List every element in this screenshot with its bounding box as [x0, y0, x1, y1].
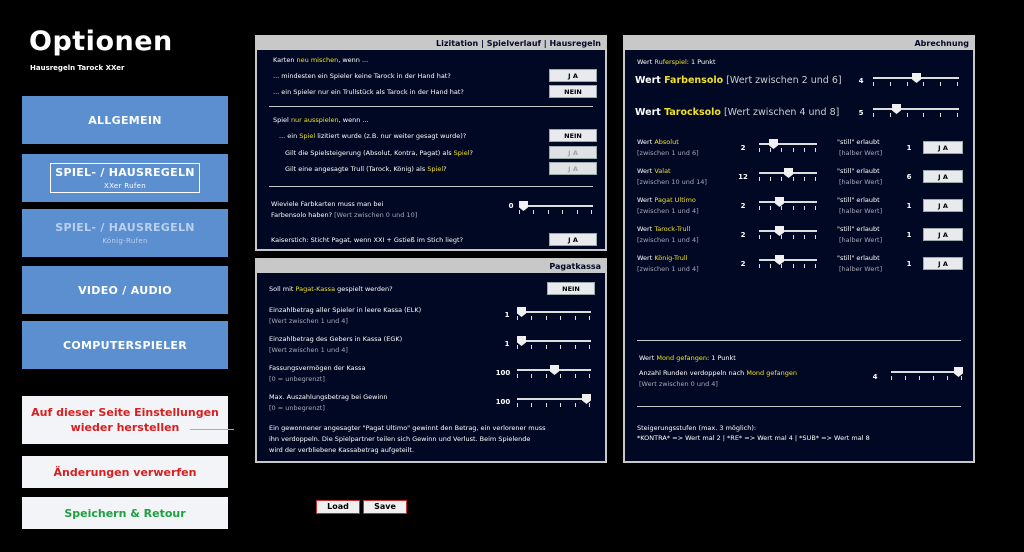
ausspielen-q5: Gilt eine angesagte Trull (Tarock, König) als Spiel?	[285, 165, 447, 173]
farbensolo-label: Wert Farbensolo [Wert zwischen 2 und 6]	[635, 75, 842, 86]
slider-tick	[781, 148, 782, 152]
mischen-q1: ... mindesten ein Spieler keine Tarock in der Hand hat?	[273, 72, 451, 80]
lizitation-panel	[255, 35, 607, 251]
slider-tick	[560, 345, 561, 349]
mond-runden-slider[interactable]	[891, 367, 963, 381]
praemie-slider[interactable]	[759, 255, 817, 269]
slider-tick	[793, 264, 794, 268]
slider-tick	[770, 148, 771, 152]
halber-wert-label: [halber Wert]	[839, 236, 883, 244]
tarocksolo-value: 5	[858, 109, 864, 117]
fassung-slider[interactable]	[517, 365, 591, 379]
pagatkassa-note-line3: wird der verbliebene Kassabetrag aufgeteilt.	[269, 446, 414, 454]
slider-tick	[923, 113, 924, 117]
slider-tick	[940, 82, 941, 86]
pagatkassa-panel	[255, 258, 607, 463]
slider-tick	[546, 374, 547, 378]
slider-tick	[575, 374, 576, 378]
slider-track	[759, 259, 817, 261]
slider-track	[759, 143, 817, 145]
slider-tick	[546, 403, 547, 407]
nav-computerspieler-button[interactable]	[22, 321, 228, 369]
slider-tick	[770, 177, 771, 181]
kaiserstich-toggle[interactable]: J A	[549, 233, 597, 246]
restore-settings-button[interactable]	[22, 396, 228, 444]
slider-tick	[589, 345, 590, 349]
slider-tick	[793, 206, 794, 210]
nav-spiel-xxer-button[interactable]	[22, 154, 228, 202]
slider-track	[517, 311, 591, 313]
praemie-slider[interactable]	[759, 197, 817, 211]
slider-tick	[781, 206, 782, 210]
slider-tick	[793, 148, 794, 152]
slider-tick	[519, 210, 520, 214]
page-subtitle: Hausregeln Tarock XXer	[30, 64, 125, 72]
slider-tick	[793, 177, 794, 181]
slider-track	[517, 398, 591, 400]
max-auszahlung-value: 100	[495, 398, 511, 406]
slider-tick	[804, 206, 805, 210]
still-toggle[interactable]: J A	[923, 141, 963, 154]
mischen-q2: ... ein Spieler nur ein Trullstück als Tarock in der Hand hat?	[273, 88, 464, 96]
ausspielen-q4-toggle[interactable]: J A	[549, 146, 597, 159]
tarocksolo-label: Wert Tarocksolo [Wert zwischen 4 und 8]	[635, 107, 840, 118]
page-title: Optionen	[29, 26, 173, 57]
restore-divider	[190, 429, 234, 430]
slider-ticks	[759, 206, 817, 210]
elk-value: 1	[504, 311, 510, 319]
slider-tick	[815, 206, 816, 210]
praemie-label: Wert Tarock-Trull	[637, 225, 691, 233]
slider-ticks	[891, 376, 963, 380]
slider-tick	[759, 235, 760, 239]
praemie-label: Wert Pagat Ultimo	[637, 196, 696, 204]
ausspielen-heading: Spiel nur ausspielen, wenn ...	[273, 116, 369, 124]
ausspielen-q3-toggle[interactable]: NEIN	[549, 129, 597, 142]
slider-tick	[957, 113, 958, 117]
slider-ticks	[759, 264, 817, 268]
slider-tick	[907, 113, 908, 117]
still-toggle[interactable]: J A	[923, 170, 963, 183]
praemie-value: 2	[740, 231, 746, 239]
slider-ticks	[873, 113, 959, 117]
max-auszahlung-slider[interactable]	[517, 394, 591, 408]
slider-track	[759, 201, 817, 203]
kaiserstich-question: Kaiserstich: Sticht Pagat, wenn XXI + Gstieß im Stich liegt?	[271, 236, 464, 244]
praemie-slider[interactable]	[759, 139, 817, 153]
halber-wert-label: [halber Wert]	[839, 207, 883, 215]
still-value: 1	[906, 144, 912, 152]
farbkarten-value: 0	[508, 202, 514, 210]
praemie-value: 2	[740, 202, 746, 210]
praemie-range: [zwischen 1 und 6]	[637, 149, 699, 157]
steigerung-heading: Steigerungsstufen (max. 3 möglich):	[637, 424, 757, 432]
slider-tick	[907, 82, 908, 86]
divider	[637, 340, 961, 341]
pagatkassa-note-line2: ihn verdoppeln. Die Spielpartner teilen sich Gewinn und Verlust. Beim Spielende	[269, 435, 531, 443]
divider	[637, 406, 961, 407]
praemie-range: [zwischen 10 und 14]	[637, 178, 707, 186]
slider-tick	[560, 374, 561, 378]
slider-tick	[793, 235, 794, 239]
slider-tick	[589, 316, 590, 320]
steigerung-details: *KONTRA* => Wert mal 2 | *RE* => Wert mal 4 | *SUB* => Wert mal 8	[637, 434, 870, 442]
mond-runden-label: Anzahl Runden verdoppeln nach Mond gefangen	[639, 369, 798, 377]
still-toggle[interactable]: J A	[923, 199, 963, 212]
slider-tick	[804, 264, 805, 268]
slider-tick	[517, 316, 518, 320]
nav-spiel-koenig-button[interactable]	[22, 209, 228, 257]
slider-tick	[770, 264, 771, 268]
discard-changes-button[interactable]	[22, 456, 228, 488]
slider-track	[517, 340, 591, 342]
still-toggle[interactable]: J A	[923, 257, 963, 270]
ausspielen-q4: Gilt die Spielsteigerung (Absolut, Kontra, Pagat) als Spiel?	[285, 149, 473, 157]
divider	[269, 106, 593, 107]
mond-value: Wert Mond gefangen: 1 Punkt	[639, 354, 736, 362]
farbensolo-value: 4	[858, 77, 864, 85]
slider-tick	[531, 345, 532, 349]
slider-tick	[770, 206, 771, 210]
farbkarten-line2: Farbensolo haben? [Wert zwischen 0 und 10]	[271, 211, 418, 219]
nav-spiel-koenig-label: SPIEL- / HAUSREGELN	[55, 221, 195, 234]
egk-range: [Wert zwischen 1 und 4]	[269, 346, 348, 354]
still-value: 1	[906, 231, 912, 239]
save-return-label: Speichern & Retour	[64, 506, 186, 520]
mond-runden-value: 4	[872, 373, 878, 381]
slider-tick	[575, 403, 576, 407]
slider-tick	[770, 235, 771, 239]
slider-tick	[905, 376, 906, 380]
nav-computerspieler-label: COMPUTERSPIELER	[63, 338, 187, 352]
still-value: 6	[906, 173, 912, 181]
still-erlaubt-label: "still" erlaubt	[837, 138, 880, 146]
slider-tick	[517, 403, 518, 407]
slider-tick	[531, 374, 532, 378]
ruferspiel-value: Wert Ruferspiel: 1 Punkt	[637, 58, 716, 66]
slider-tick	[560, 403, 561, 407]
slider-tick	[923, 82, 924, 86]
save-return-button[interactable]	[22, 497, 228, 529]
praemie-label: Wert König-Trull	[637, 254, 688, 262]
tarocksolo-slider[interactable]	[873, 104, 959, 118]
slider-track	[873, 108, 959, 110]
slider-tick	[815, 264, 816, 268]
still-erlaubt-label: "still" erlaubt	[837, 167, 880, 175]
egk-slider[interactable]	[517, 336, 591, 350]
pagatkassa-header: Pagatkassa	[257, 260, 605, 273]
slider-tick	[533, 210, 534, 214]
mischen-heading: Karten neu mischen, wenn ...	[273, 56, 369, 64]
slider-tick	[781, 177, 782, 181]
load-button[interactable]: Load	[316, 500, 360, 514]
slider-tick	[815, 148, 816, 152]
slider-tick	[873, 113, 874, 117]
slider-track	[891, 371, 963, 373]
slider-tick	[781, 264, 782, 268]
praemie-slider[interactable]	[759, 168, 817, 182]
still-toggle[interactable]: J A	[923, 228, 963, 241]
farbkarten-line1: Wieviele Farbkarten muss man bei	[271, 200, 384, 208]
still-value: 1	[906, 260, 912, 268]
still-erlaubt-label: "still" erlaubt	[837, 196, 880, 204]
slider-tick	[548, 210, 549, 214]
ausspielen-q3: ... ein Spiel lizitiert wurde (z.B. nur weiter gesagt wurde)?	[279, 132, 467, 140]
slider-tick	[933, 376, 934, 380]
praemie-value: 2	[740, 144, 746, 152]
slider-tick	[531, 403, 532, 407]
slider-tick	[589, 374, 590, 378]
slider-tick	[517, 374, 518, 378]
slider-tick	[589, 403, 590, 407]
slider-tick	[577, 210, 578, 214]
slider-tick	[957, 82, 958, 86]
elk-label: Einzahlbetrag aller Spieler in leere Kassa (ELK)	[269, 306, 422, 314]
pagatkassa-note-line1: Ein gewonnener angesagter "Pagat Ultimo" gewinnt den Betrag, ein verlorener muss	[269, 424, 546, 432]
restore-label-line1: Auf dieser Seite Einstellungen	[31, 406, 219, 419]
elk-slider[interactable]	[517, 307, 591, 321]
abrechnung-panel	[623, 35, 975, 463]
nav-allgemein-button[interactable]	[22, 96, 228, 144]
praemie-value: 2	[740, 260, 746, 268]
nav-video-audio-button[interactable]	[22, 266, 228, 314]
abrechnung-header: Abrechnung	[625, 37, 973, 50]
slider-ticks	[759, 235, 817, 239]
egk-value: 1	[504, 340, 510, 348]
halber-wert-label: [halber Wert]	[839, 178, 883, 186]
restore-label-line2: wieder herstellen	[70, 421, 180, 434]
slider-tick	[804, 235, 805, 239]
slider-tick	[575, 316, 576, 320]
praemie-range: [zwischen 1 und 4]	[637, 236, 699, 244]
slider-tick	[562, 210, 563, 214]
slider-tick	[575, 345, 576, 349]
halber-wert-label: [halber Wert]	[839, 265, 883, 273]
slider-track	[759, 230, 817, 232]
slider-tick	[890, 82, 891, 86]
slider-tick	[891, 376, 892, 380]
slider-tick	[873, 82, 874, 86]
slider-tick	[815, 177, 816, 181]
slider-tick	[759, 206, 760, 210]
lizitation-header: Lizitation | Spielverlauf | Hausregeln	[257, 37, 605, 50]
nav-spiel-xxer-label: SPIEL- / HAUSREGELN	[55, 166, 195, 179]
discard-label: Änderungen verwerfen	[53, 465, 197, 479]
max-auszahlung-range: [0 = unbegrenzt]	[269, 404, 325, 412]
praemie-label: Wert Absolut	[637, 138, 679, 146]
slider-tick	[804, 148, 805, 152]
mischen-q2-toggle[interactable]: NEIN	[549, 85, 597, 98]
nav-spiel-xxer-sublabel: XXer Rufen	[104, 182, 146, 190]
praemie-slider[interactable]	[759, 226, 817, 240]
slider-tick	[919, 376, 920, 380]
nav-video-audio-label: VIDEO / AUDIO	[78, 283, 172, 297]
mond-runden-range: [Wert zwischen 0 und 4]	[639, 380, 718, 388]
halber-wert-label: [halber Wert]	[839, 149, 883, 157]
slider-ticks	[517, 403, 591, 407]
slider-tick	[759, 177, 760, 181]
slider-ticks	[759, 148, 817, 152]
slider-tick	[531, 316, 532, 320]
praemie-value: 12	[738, 173, 748, 181]
fassung-value: 100	[495, 369, 511, 377]
slider-tick	[591, 210, 592, 214]
slider-tick	[947, 376, 948, 380]
pagatkassa-question: Soll mit Pagat-Kassa gespielt werden?	[269, 285, 393, 293]
save-button[interactable]: Save	[363, 500, 407, 514]
divider	[269, 186, 593, 187]
slider-ticks	[517, 316, 591, 320]
farbensolo-slider[interactable]	[873, 73, 959, 87]
egk-label: Einzahlbetrag des Gebers in Kassa (EGK)	[269, 335, 403, 343]
pagatkassa-toggle[interactable]: NEIN	[547, 282, 595, 295]
slider-tick	[815, 235, 816, 239]
praemie-range: [zwischen 1 und 4]	[637, 265, 699, 273]
mischen-q1-toggle[interactable]: J A	[549, 69, 597, 82]
fassung-range: [0 = unbegrenzt]	[269, 375, 325, 383]
slider-track	[519, 205, 593, 207]
max-auszahlung-label: Max. Auszahlungsbetrag bei Gewinn	[269, 393, 388, 401]
slider-tick	[546, 316, 547, 320]
farbkarten-slider[interactable]	[519, 201, 593, 215]
slider-tick	[804, 177, 805, 181]
still-erlaubt-label: "still" erlaubt	[837, 225, 880, 233]
still-erlaubt-label: "still" erlaubt	[837, 254, 880, 262]
ausspielen-q5-toggle[interactable]: J A	[549, 162, 597, 175]
slider-tick	[560, 316, 561, 320]
slider-tick	[546, 345, 547, 349]
nav-allgemein-label: ALLGEMEIN	[88, 113, 162, 127]
slider-ticks	[517, 345, 591, 349]
elk-range: [Wert zwischen 1 und 4]	[269, 317, 348, 325]
praemie-label: Wert Valat	[637, 167, 671, 175]
fassung-label: Fassungsvermögen der Kassa	[269, 364, 366, 372]
slider-tick	[890, 113, 891, 117]
slider-tick	[517, 345, 518, 349]
slider-tick	[961, 376, 962, 380]
slider-tick	[759, 264, 760, 268]
slider-tick	[781, 235, 782, 239]
praemie-range: [zwischen 1 und 4]	[637, 207, 699, 215]
nav-spiel-koenig-sublabel: König-Rufen	[102, 237, 148, 245]
slider-tick	[759, 148, 760, 152]
slider-tick	[940, 113, 941, 117]
still-value: 1	[906, 202, 912, 210]
slider-ticks	[519, 210, 593, 214]
